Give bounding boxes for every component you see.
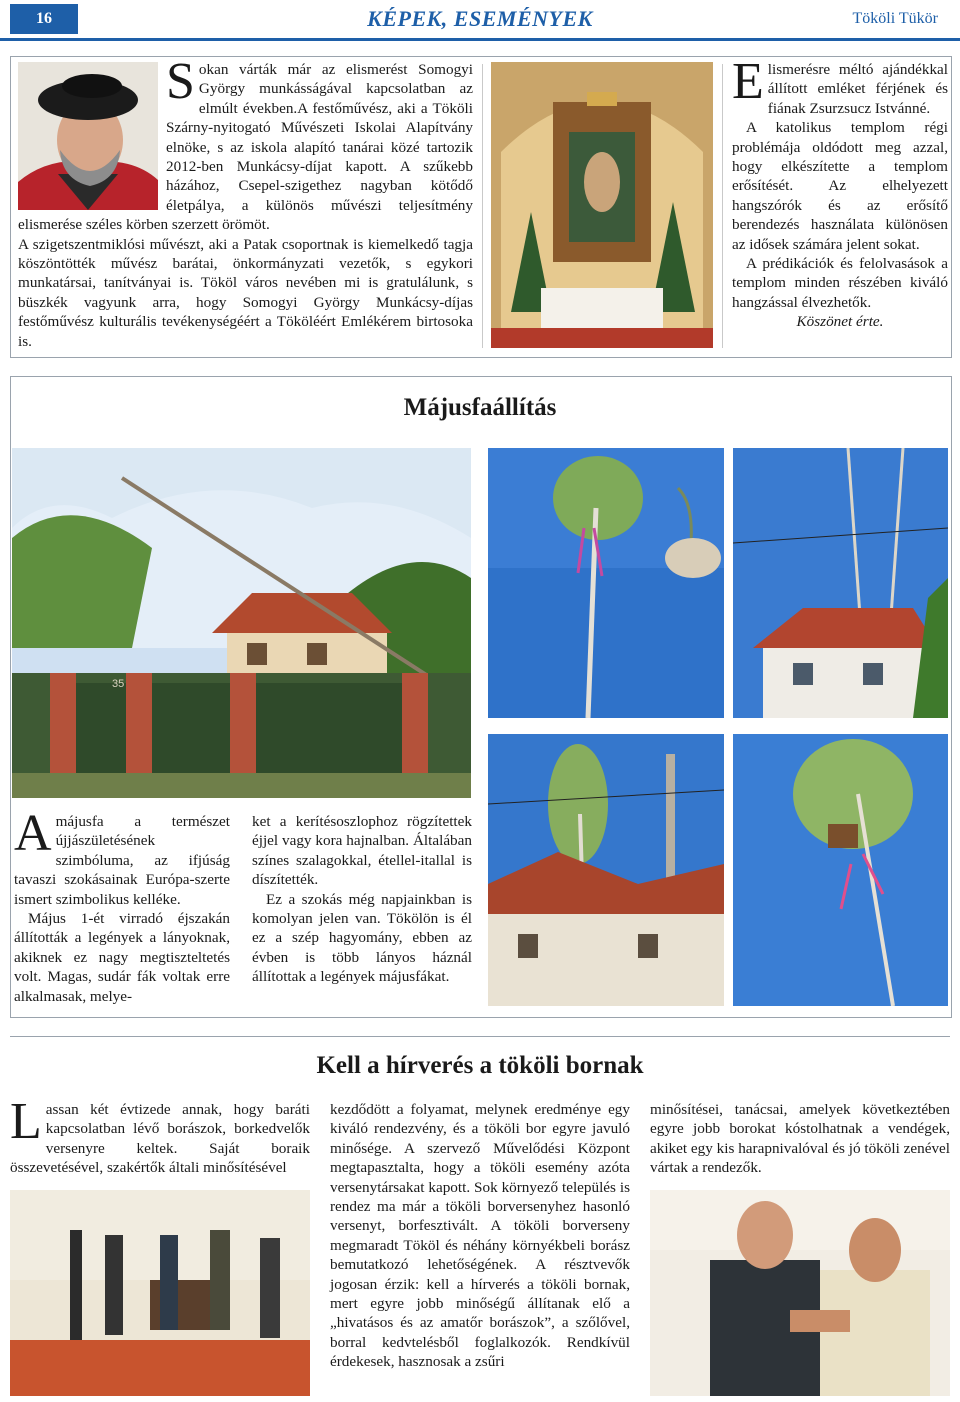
maypole-gate-photo	[12, 448, 471, 798]
wine-paragraph-2: kezdődött a folyamat, melynek eredménye egy kiváló rendezvény, és a tököli bor egyre javuló minősége. A szervező Művelődési Központ megtapasztalta, hogy a tököli esemény azóta versenytársakat kapott. Sok környező település is rendez ma már a tököli borversenyhez hasonló versenyt, borfesztivált. A tököli borverseny megmaradt Tököl és néhány környékbeli borász bemutatkozó lehetőségének. A résztvevők jogosan érzik: kell a hírverés a tököli bornak, mert egyre jobb minőségű állítanak elő a „hivatásos és az amatőr borászok”, a szőlővel, borral kedvtelésből foglalkozók. Rendkívül érdekesek, hasznosak a zsűri	[330, 1101, 630, 1371]
church-thanks: Köszönet érte.	[796, 313, 884, 331]
wine-title: Kell a hírverés a tököli bornak	[316, 1052, 644, 1079]
wine-paragraph-1: assan két évtizede annak, hogy baráti kapcsolatban lévő borászok, borkedvelők versenyre keltek. Saját boraik összevetésével, szakértők általi minősítésével	[10, 1101, 310, 1177]
maypole-column-1	[14, 805, 230, 1006]
church-paragraph-1: lismerésre méltó ajándékkal állított emléket férjének és fiának Zsurzsucz Istvánné.	[767, 61, 948, 117]
maypole-dropcap: A	[14, 805, 52, 862]
maypole-paragraph-1: májusfa a természet újjászületésének szimbóluma, az ifjúság tavaszi szokásainak Európa-szerte ismert szimbolikus kelléke.	[14, 813, 230, 908]
page-number: 16	[10, 4, 78, 34]
maypole-paragraph-2: Május 1-ét virradó éjszakán állították a legények a lányoknak, akiknek ez nagy megtiszteltetés volt. Magas, sudár fák voltak erre alkalmasak, melye-	[14, 910, 230, 1005]
publication-name: Tököli Tükör	[852, 10, 938, 27]
wine-column-1	[10, 1093, 310, 1178]
wine-top-rule	[10, 1036, 950, 1037]
maypole-paragraph-3: ket a kerítésoszlophoz rögzítettek éjjel vagy kora hajnalban. Általában színes szalagokkal, étellel-itallal is díszítették.	[252, 813, 472, 889]
maypole-paragraph-4: Ez a szokás még napjainkban is komolyan jelen van. Tökölön is él ez a szép hagyomány, ebben az évben is több lányos háznál állítottak a legények májusfákat.	[252, 890, 472, 986]
wine-dropcap: L	[10, 1093, 42, 1150]
church-article	[732, 53, 948, 332]
wine-paragraph-3: minősítései, tanácsai, amelyek következtében egyre jobb borokat kóstolhatnak a vendégek, akiket egy kis harapnivalóval és jó tököli zenével vártak a rendezők.	[650, 1101, 950, 1177]
maypole-title: Májusfaállítás	[403, 394, 557, 421]
church-dropcap: E	[732, 53, 764, 110]
portrait-float-space	[18, 60, 166, 212]
wine-column-2	[330, 1100, 630, 1372]
maypole-column-2	[252, 812, 472, 987]
wine-handshake-photo	[650, 1190, 950, 1396]
maypole-photo-4	[488, 734, 724, 1006]
wine-ceremony-photo	[10, 1190, 310, 1396]
award-article	[18, 53, 473, 351]
wine-column-3	[650, 1100, 950, 1178]
award-paragraph-1: okan várták már az elismerést Somogyi György munkásságával kapcsolatban az elmúlt években.A festőművész, aki a Tököli Szárny-nyitogató Művészeti Iskolai Alapítvány elnöke, s az iskola alapító tanárai közé tartozik 2012-ben Munkácsy-díjat kapott. A szűkebb házához, Csepel-szigethez nagyban kötődő életpálya, a különös művészi teljesítmény elismerése széles körben szerzett örömöt.	[18, 61, 473, 234]
maypole-photo-2	[488, 448, 724, 718]
gate-number: 35	[112, 678, 125, 690]
section-title: KÉPEK, ESEMÉNYEK	[367, 6, 593, 31]
top-divider-2	[722, 64, 723, 348]
church-paragraph-3: A prédikációk és felolvasások a templom minden részében kiváló hangzással élvezhetők.	[732, 255, 948, 311]
award-dropcap: S	[166, 53, 195, 110]
maypole-photo-5	[733, 734, 948, 1006]
church-paragraph-2: A katolikus templom régi problémája oldódott meg azzal, hogy elkészítette a templom erősítését. Az elhelyezett hangszórók és az erősítő berendezés használata különösen az idősek számára jelent sokat.	[732, 119, 948, 253]
maypole-photo-3	[733, 448, 948, 718]
church-altar-photo	[491, 62, 713, 348]
top-divider-1	[482, 64, 483, 348]
award-paragraph-2: A szigetszentmiklósi művészt, aki a Patak csoportnak is kiemelkedő tagja köszöntötték művész barátai, önkormányzati vezetők, s egykori munkatársai, tanítványai is. Tököl város nevében mi is gratulálunk, s büszkék vagyunk arra, hogy Somogyi György Munkácsy-díjas festőművész kulturális tevékenységéért a Tököléért Emlékérem birtosoka is.	[18, 235, 473, 350]
